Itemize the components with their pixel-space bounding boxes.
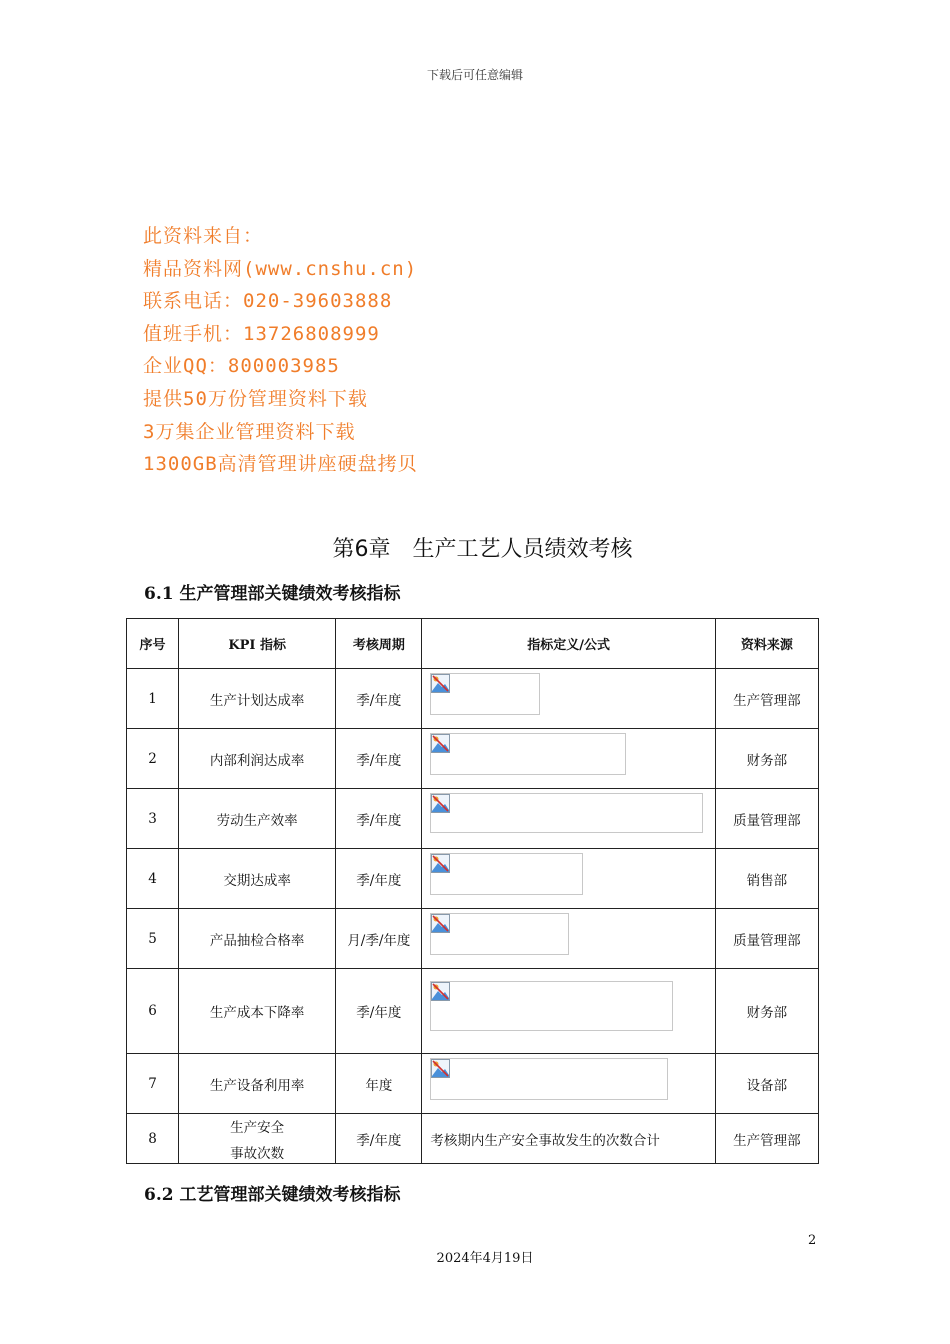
row-kpi: 内部利润达成率	[179, 729, 336, 789]
kpi-table	[126, 618, 819, 1164]
row-kpi: 交期达成率	[179, 849, 336, 909]
row-no: 3	[127, 789, 179, 849]
row-no: 8	[127, 1114, 179, 1164]
row-no: 2	[127, 729, 179, 789]
table-row	[127, 849, 819, 909]
row-kpi: 生产计划达成率	[179, 669, 336, 729]
formula-image	[430, 673, 540, 715]
row-definition	[422, 669, 715, 729]
table-row	[127, 1114, 819, 1164]
header-kpi: KPI 指标	[179, 619, 336, 669]
row-source: 设备部	[715, 1054, 818, 1114]
row-source: 财务部	[715, 969, 818, 1054]
row-definition	[422, 1054, 715, 1114]
row-period: 年度	[336, 1054, 422, 1114]
promo-line: 企业QQ：800003985	[143, 355, 340, 378]
row-definition	[422, 789, 715, 849]
broken-image-icon	[431, 982, 450, 1001]
row-source: 销售部	[715, 849, 818, 909]
formula-image	[430, 1058, 668, 1100]
row-period: 季/年度	[336, 669, 422, 729]
promo-block	[143, 220, 418, 481]
table-header-row	[127, 619, 819, 669]
header-no: 序号	[127, 619, 179, 669]
broken-image-icon	[431, 734, 450, 753]
row-definition	[422, 909, 715, 969]
promo-line: 3万集企业管理资料下载	[143, 420, 356, 443]
row-period: 季/年度	[336, 789, 422, 849]
broken-image-icon	[431, 1059, 450, 1078]
row-source: 财务部	[715, 729, 818, 789]
row-kpi: 劳动生产效率	[179, 789, 336, 849]
row-source: 质量管理部	[715, 789, 818, 849]
row-source: 生产管理部	[715, 1114, 818, 1164]
row-no: 4	[127, 849, 179, 909]
page-number: 2	[808, 1233, 817, 1248]
table-row	[127, 669, 819, 729]
promo-line: 1300GB高清管理讲座硬盘拷贝	[143, 453, 418, 476]
formula-image	[430, 853, 583, 895]
row-definition	[422, 849, 715, 909]
row-kpi: 生产成本下降率	[179, 969, 336, 1054]
row-period: 季/年度	[336, 729, 422, 789]
row-definition	[422, 729, 715, 789]
table-row	[127, 909, 819, 969]
promo-line: 精品资料网(www.cnshu.cn)	[143, 257, 418, 280]
row-kpi-line: 生产安全	[230, 1119, 285, 1136]
chapter-title: 第6章 生产工艺人员绩效考核	[332, 537, 633, 562]
promo-line: 联系电话：020-39603888	[143, 290, 393, 313]
promo-line: 此资料来自：	[143, 225, 264, 247]
row-kpi: 产品抽检合格率	[179, 909, 336, 969]
row-no: 7	[127, 1054, 179, 1114]
formula-image	[430, 733, 626, 775]
row-no: 6	[127, 969, 179, 1054]
formula-image	[430, 913, 569, 955]
header-definition: 指标定义/公式	[422, 619, 715, 669]
page-header-note: 下载后可任意编辑	[426, 68, 523, 82]
section-heading-6-1: 6.1 生产管理部关键绩效考核指标	[144, 584, 401, 604]
header-period: 考核周期	[336, 619, 422, 669]
broken-image-icon	[431, 914, 450, 933]
broken-image-icon	[431, 794, 450, 813]
row-no: 1	[127, 669, 179, 729]
row-no: 5	[127, 909, 179, 969]
table-row	[127, 969, 819, 1054]
promo-line: 提供50万份管理资料下载	[143, 387, 368, 410]
row-period: 季/年度	[336, 969, 422, 1054]
section-heading-6-2: 6.2 工艺管理部关键绩效考核指标	[144, 1185, 401, 1205]
row-source: 质量管理部	[715, 909, 818, 969]
row-definition	[422, 969, 715, 1054]
header-source: 资料来源	[715, 619, 818, 669]
row-definition: 考核期内生产安全事故发生的次数合计	[422, 1114, 715, 1164]
footer-date: 2024年4月19日	[436, 1251, 534, 1266]
row-period: 月/季/年度	[336, 909, 422, 969]
row-kpi: 生产设备利用率	[179, 1054, 336, 1114]
formula-image	[430, 793, 703, 833]
table-row	[127, 729, 819, 789]
table-row	[127, 1054, 819, 1114]
row-source: 生产管理部	[715, 669, 818, 729]
table-row	[127, 789, 819, 849]
row-kpi	[179, 1114, 336, 1164]
row-period: 季/年度	[336, 1114, 422, 1164]
promo-line: 值班手机：13726808999	[143, 322, 380, 345]
broken-image-icon	[431, 854, 450, 873]
row-kpi-line: 事故次数	[230, 1145, 285, 1162]
row-period: 季/年度	[336, 849, 422, 909]
broken-image-icon	[431, 674, 450, 693]
formula-image	[430, 981, 673, 1031]
